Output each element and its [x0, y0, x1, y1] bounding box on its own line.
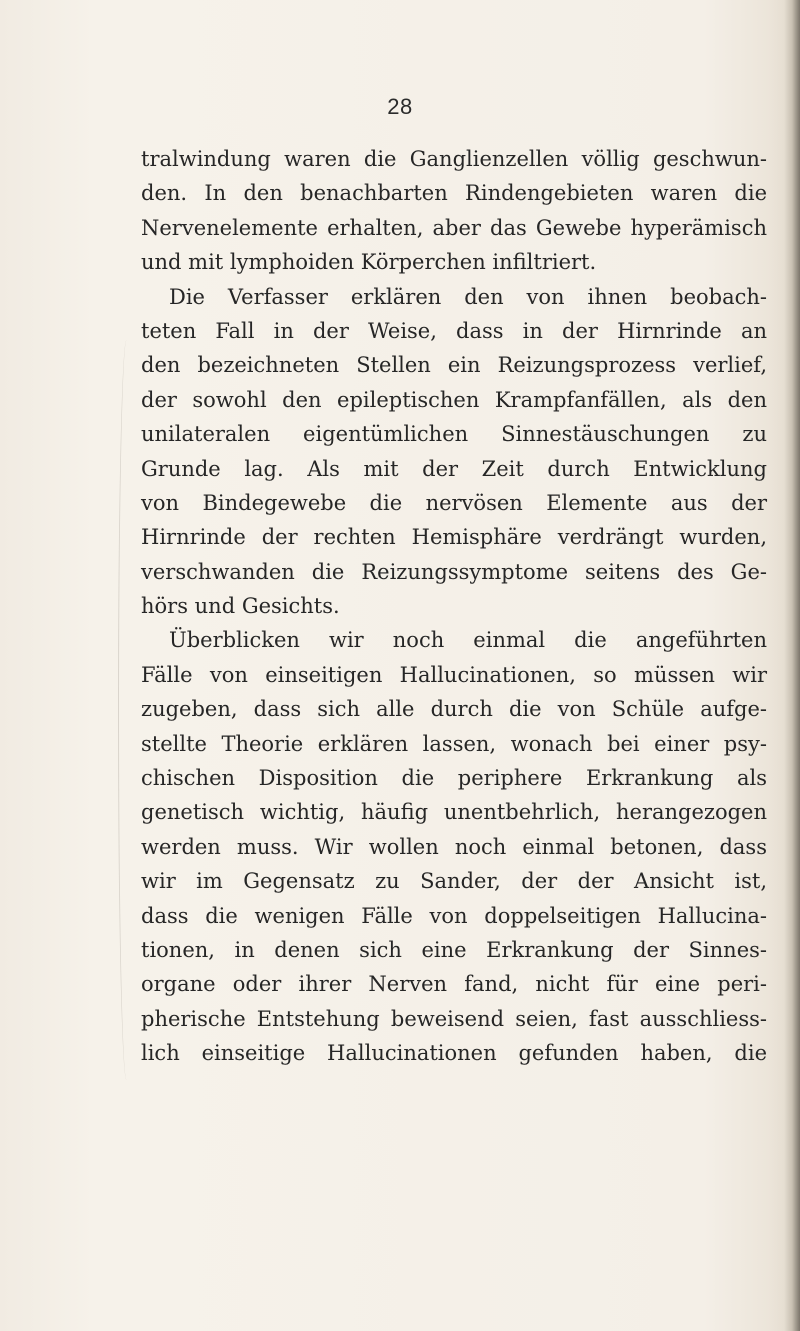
text-line: chischen Disposition die periphere Erkrankung als [141, 766, 767, 791]
page-number: 28 [387, 94, 413, 119]
text-line: Grunde lag. Als mit der Zeit durch Entwicklung [141, 456, 767, 481]
text-line: dass die wenigen Fälle von doppelseitigen Hallucina- [141, 903, 767, 928]
text-line: tralwindung waren die Ganglienzellen völlig geschwun- [141, 147, 767, 171]
text-line: den. In den benachbarten Rindengebieten waren die [141, 181, 767, 206]
text-line: Nervenelemente erhalten, aber das Gewebe hyperämisch [141, 215, 767, 240]
text-line: genetisch wichtig, häufig unentbehrlich, herangezogen [141, 800, 767, 825]
text-line: Die Verfasser erklären den von ihnen beobach- [169, 284, 767, 309]
text-line: von Bindegewebe die nervösen Elemente aus der [141, 490, 767, 515]
text-line: zugeben, dass sich alle durch die von Schüle aufge- [141, 697, 767, 722]
text-line: Hirnrinde der rechten Hemisphäre verdrängt wurden, [141, 525, 767, 550]
text-line: verschwanden die Reizungssymptome seitens des Ge- [141, 559, 767, 584]
text-line: und mit lymphoiden Körperchen infiltriert. [141, 250, 597, 275]
text-line: pherische Entstehung beweisend seien, fast ausschliess- [141, 1006, 767, 1031]
text-line: tionen, in denen sich eine Erkrankung der Sinnes- [141, 937, 767, 962]
text-line: den bezeichneten Stellen ein Reizungsprozess verlief, [141, 353, 767, 378]
text-line: organe oder ihrer Nerven fand, nicht für eine peri- [141, 972, 767, 997]
text-line: der sowohl den epileptischen Krampfanfällen, als den [141, 387, 767, 412]
text-line: teten Fall in der Weise, dass in der Hirnrinde an [141, 318, 767, 343]
text-line: werden muss. Wir wollen noch einmal betonen, dass [141, 834, 767, 859]
page-edge-shadow [784, 0, 800, 1331]
text-line: stellte Theorie erklären lassen, wonach bei einer psy- [141, 731, 767, 756]
body-text [141, 142, 767, 1071]
margin-bracket-mark [118, 340, 135, 1080]
text-line: hörs und Gesichts. [141, 594, 340, 619]
text-line: Fälle von einseitigen Hallucinationen, so müssen wir [141, 662, 767, 687]
text-line: wir im Gegensatz zu Sander, der der Ansicht ist, [141, 869, 767, 894]
text-line: Überblicken wir noch einmal die angeführten [169, 628, 767, 653]
text-line: unilateralen eigentümlichen Sinnestäuschungen zu [141, 422, 767, 447]
text-line: lich einseitige Hallucinationen gefunden haben, die [141, 1041, 767, 1066]
